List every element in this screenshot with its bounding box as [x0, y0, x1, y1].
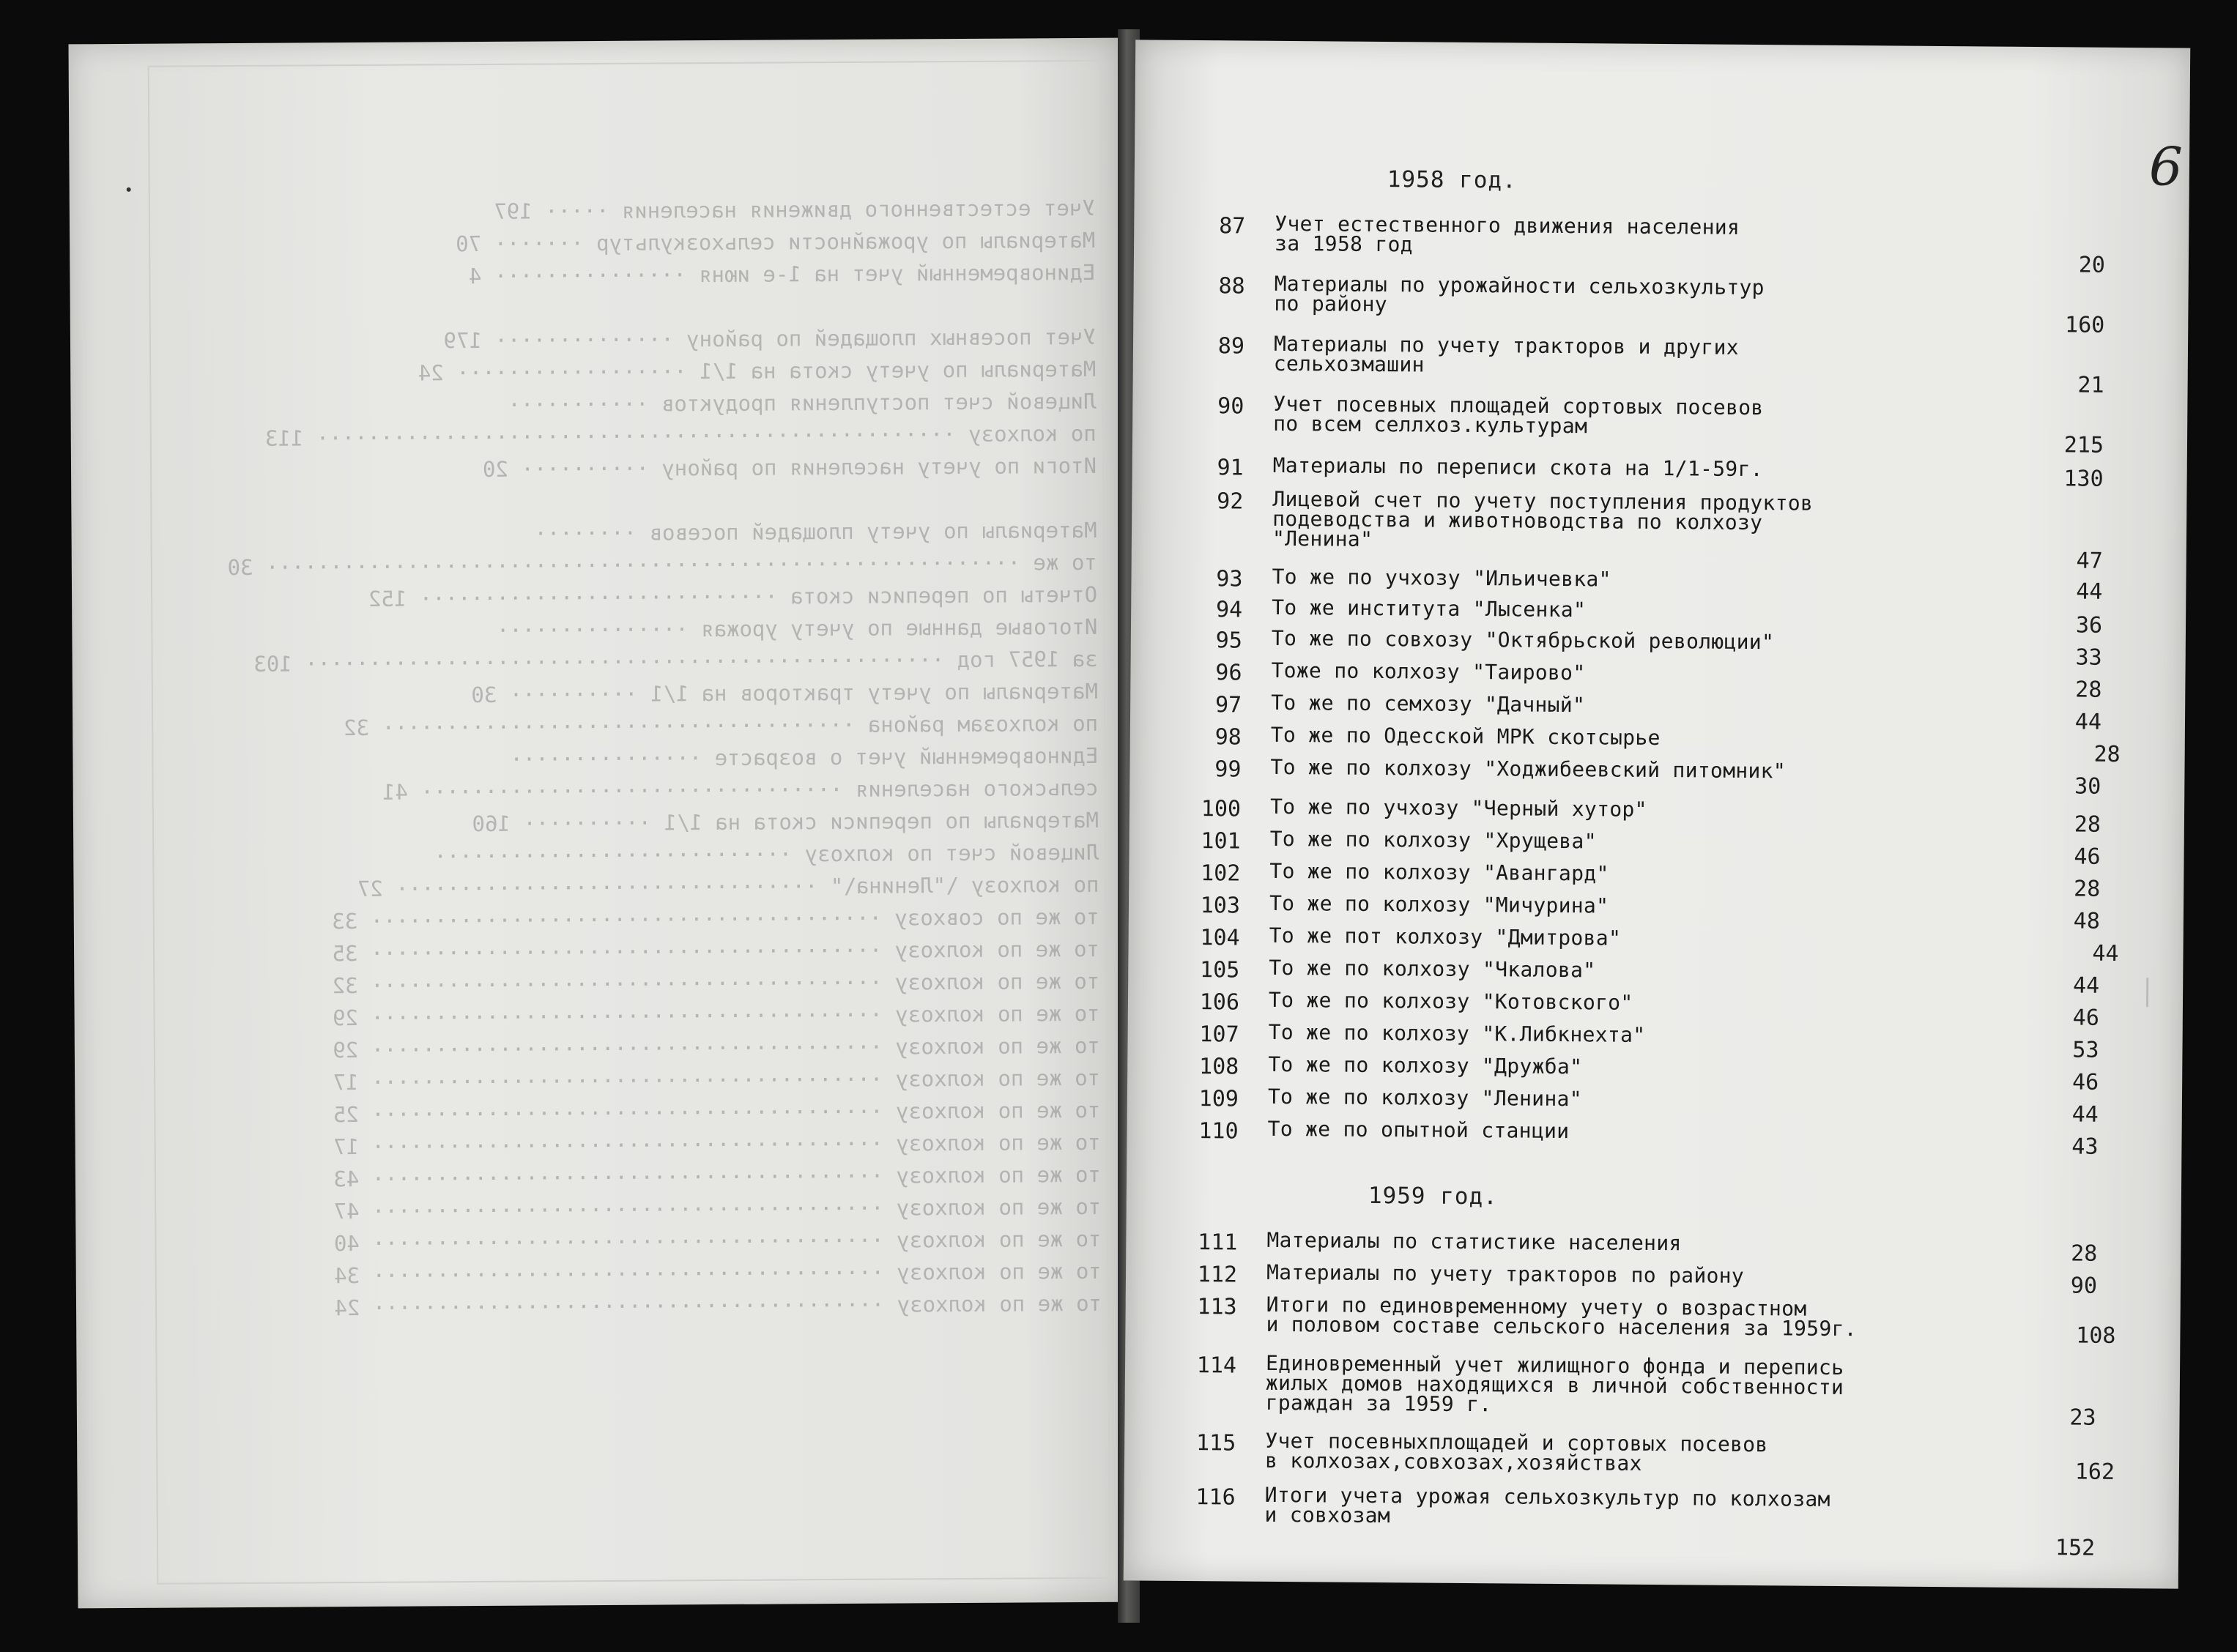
entry-number: 101: [1201, 828, 1241, 855]
entry-number: 95: [1215, 628, 1242, 654]
entry-number: 102: [1201, 860, 1241, 887]
entry-title: Единовременный учет жилищного фонда и перепись жилых домов находящихся в личной собственности граждан за 1959 г.: [1265, 1350, 1844, 1417]
inventory-entry: [1178, 1350, 2115, 1431]
entry-title: То же по колхозу "Чкалова": [1269, 955, 1596, 983]
entry-number: 89: [1217, 333, 1245, 360]
entry-title: Учет посевных площадей сортовых посевов по всем селлхоз.культурам: [1273, 391, 1764, 439]
right-page: [1124, 40, 2190, 1588]
year-heading-1959: 1959 год.: [1368, 1182, 1499, 1210]
entry-number: 100: [1201, 796, 1242, 822]
entry-sheet-count: 28: [2075, 677, 2102, 703]
entry-sheet-count: 130: [2063, 466, 2104, 492]
entry-number: 92: [1217, 488, 1244, 515]
entry-number: 94: [1215, 597, 1243, 623]
entry-title: То же по колхозу "Мичурина": [1269, 890, 1609, 918]
entry-number: 108: [1198, 1054, 1239, 1080]
entry-number: 107: [1199, 1022, 1239, 1048]
entry-title: То же по колхозу "Ходжибеевский питомник": [1270, 754, 1787, 784]
entry-sheet-count: 46: [2074, 844, 2101, 870]
inventory-entry: [1177, 1482, 2115, 1561]
entry-title: То же по Одесской МРК скотсырье: [1270, 722, 1661, 751]
entry-title: Материалы по учету тракторов и других сельхозмашин: [1273, 331, 1739, 377]
entry-title: Тоже по колхозу "Таирово": [1271, 658, 1586, 685]
entry-sheet-count: 47: [2076, 548, 2103, 574]
entry-sheet-count: 28: [2073, 876, 2101, 902]
entry-number: 98: [1214, 724, 1242, 751]
entry-number: 104: [1200, 925, 1240, 951]
entry-sheet-count: 43: [2071, 1134, 2099, 1160]
entry-number: 109: [1198, 1086, 1239, 1112]
entry-sheet-count: 48: [2073, 908, 2101, 934]
entry-number: 96: [1215, 660, 1242, 686]
entry-title: То же по совхозу "Октябрьской революции": [1271, 625, 1775, 655]
page-edge-mark: [2146, 978, 2148, 1007]
entry-number: 90: [1217, 393, 1244, 420]
inventory-entry: [1179, 1227, 2117, 1267]
entry-title: Итоги по единовременному учету о возрастном и половом составе сельского населения за 1959г.: [1266, 1292, 1858, 1342]
entry-sheet-count: 215: [2063, 432, 2104, 458]
entry-sheet-count: 36: [2075, 612, 2103, 639]
entry-sheet-count: 44: [2092, 940, 2119, 967]
entry-sheet-count: 20: [2078, 252, 2106, 278]
entry-title: То же по опытной станции: [1267, 1116, 1570, 1144]
inventory-list-1959: [1124, 40, 2190, 1588]
entry-number: 105: [1199, 957, 1240, 983]
inventory-entry: [1179, 1292, 2116, 1349]
inventory-entry: [1177, 1428, 2115, 1485]
year-heading-1958: 1958 год.: [1387, 166, 1517, 194]
entry-title: Итоги учета урожая сельхозкультур по колхозам и совхозам: [1264, 1482, 1830, 1528]
entry-title: То же по учхозу "Ильичевка": [1272, 564, 1611, 592]
entry-sheet-count: 162: [2074, 1459, 2115, 1485]
entry-number: 88: [1218, 273, 1245, 299]
entry-title: То же по колхозу "К.Либкнехта": [1268, 1019, 1646, 1047]
entry-number: 116: [1195, 1484, 1236, 1511]
entry-sheet-count: 21: [2077, 372, 2104, 398]
entry-number: 87: [1219, 213, 1246, 239]
entry-sheet-count: 28: [2071, 1240, 2098, 1267]
entry-number: 110: [1198, 1118, 1239, 1145]
entry-number: 106: [1199, 989, 1240, 1016]
entry-title: Учет посевныхплощадей и сортовых посевов в колхозах,совхозах,хозяйствах: [1264, 1428, 1768, 1476]
entry-title: То же по колхозу "Авангард": [1269, 858, 1609, 886]
entry-title: Лицевой счет по учету поступления продуктов подеводства и животноводства по колхозу "Ленина": [1272, 486, 1814, 551]
entry-sheet-count: 28: [2074, 811, 2101, 838]
entry-sheet-count: 44: [2076, 578, 2103, 605]
entry-title: То же пот колхозу "Дмитрова": [1269, 923, 1622, 950]
entry-number: 91: [1217, 455, 1244, 481]
entry-number: 113: [1197, 1294, 1237, 1320]
entry-number: 115: [1195, 1430, 1236, 1456]
entry-sheet-count: 152: [2055, 1535, 2096, 1561]
entry-title: То же по колхозу "Хрущева": [1269, 826, 1597, 854]
left-page: [68, 38, 1131, 1609]
entry-number: 114: [1196, 1353, 1237, 1379]
entry-title: То же по колхозу "Котовского": [1268, 987, 1633, 1015]
entry-title: Материалы по переписи скота на 1/1-59г.: [1272, 453, 1763, 482]
entry-sheet-count: 33: [2075, 644, 2102, 671]
inventory-entry: [1179, 1260, 2116, 1299]
entry-sheet-count: 46: [2072, 1005, 2099, 1031]
entry-sheet-count: 44: [2072, 972, 2100, 999]
entry-sheet-count: 53: [2072, 1037, 2099, 1063]
entry-title: Материалы по статистике населения: [1266, 1227, 1682, 1256]
entry-sheet-count: 28: [2093, 741, 2121, 767]
entry-title: То же института "Лысенка": [1272, 595, 1587, 622]
entry-number: 112: [1197, 1262, 1238, 1288]
entry-title: Учет естественного движения населения за 1958 год: [1274, 211, 1740, 257]
entry-sheet-count: 46: [2071, 1069, 2099, 1095]
entry-sheet-count: 44: [2074, 709, 2102, 735]
entry-title: Материалы по урожайности сельхозкультур по району: [1274, 271, 1765, 317]
entry-title: То же по колхозу "Дружба": [1268, 1052, 1583, 1079]
entry-title: То же по семхозу "Дачный": [1271, 690, 1586, 718]
entry-sheet-count: 90: [2070, 1273, 2098, 1299]
punch-mark: [127, 187, 131, 192]
entry-title: То же по учхозу "Черный хутор": [1269, 794, 1647, 822]
entry-sheet-count: 44: [2071, 1101, 2099, 1128]
entry-number: 103: [1200, 893, 1241, 919]
entry-number: 93: [1216, 566, 1243, 592]
bleed-through-text: Учет естественного движения населения ····· 197 Материалы по урожайности сельхозкультур ······· 70 Единовременный учет на 1-е июня ··············· 4 Учет посевных площадей по району ·············· 179 Материалы по учету скота на 1/1 ·················· 24 Лицевой счет поступления продуктов ··········· по колхозу ·················································· 113 Итоги по учету населения по району ·········· 20 Материалы по учету площадей посевов ········ то же ··························································· 30 Отчеты по переписи скота ···························· 152 Итоговые данные по учету урожая ··············· за 1957 год ·················································· 103 Материалы по учету тракторов на 1/1 ·········· 30 по колхозам района ····································· 32 Единовременный учет о возрасте ··············· сельского населения ································· 41 Материалы по переписи скота на 1/1 ·········· 160 Лицевой счет по колхозу ···························· по колхозу \"Ленина\" ································· 27 то же по совхозу ········································ 33 то же по колхозу ········································ 35 то же по колхозу ········································ 32 то же по колхозу ········································ 29 то же по колхозу ········································ 29 то же по колхозу ········································ 17 то же по колхозу ········································ 25 то же по колхозу ········································ 17 то же по колхозу ········································ 43 то же по колхозу ········································ 47 то же по колхозу ········································ 40 то же по колхозу ········································ 34 то же по колхозу ········································ 24: [227, 195, 1102, 1321]
entry-number: 99: [1214, 756, 1242, 783]
entry-sheet-count: 23: [2069, 1404, 2096, 1431]
entry-sheet-count: 160: [2064, 312, 2105, 338]
entry-sheet-count: 30: [2074, 773, 2101, 800]
handwritten-folio-number: 6: [2148, 135, 2184, 198]
entry-number: 97: [1214, 692, 1242, 718]
entry-sheet-count: 108: [2076, 1322, 2116, 1349]
entry-title: Материалы по учету тракторов по району: [1266, 1260, 1745, 1288]
entry-number: 111: [1198, 1229, 1238, 1256]
entry-title: То же по колхозу "Ленина": [1267, 1084, 1583, 1112]
